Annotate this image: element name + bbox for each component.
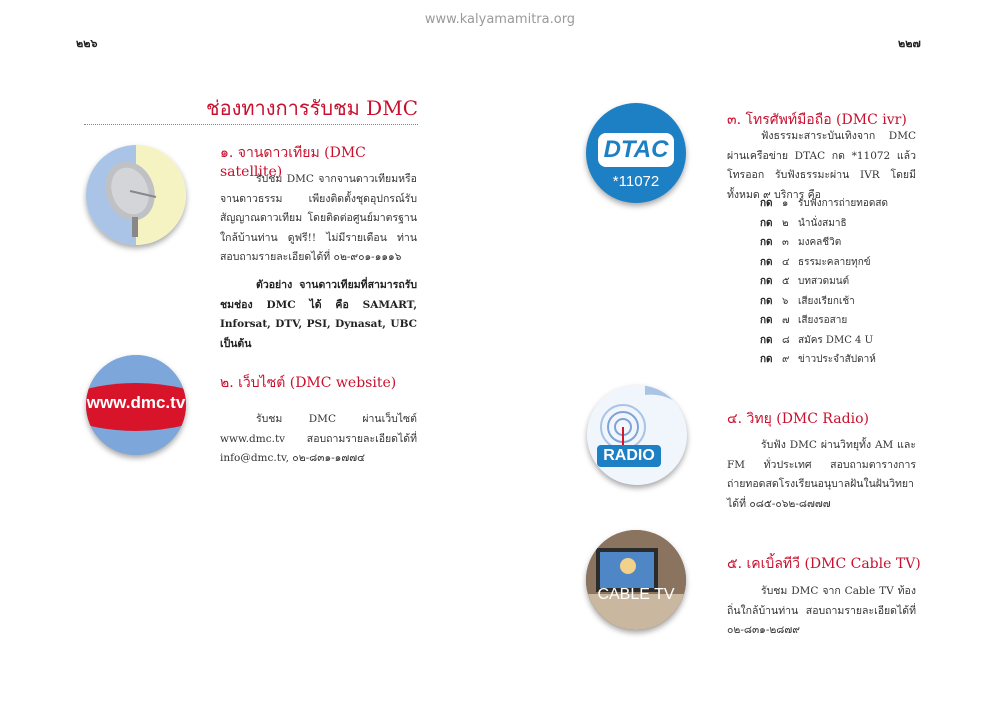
satellite-body: รับชม DMC จากจานดาวเทียมหรือจานดาวธรรม เพียงติดตั้งชุดอุปกรณ์รับสัญญาณดาวเทียม โดยติดต่อศูนย์มาตรฐานใกล้บ้านท่าน ดูฟรี!! ไม่มีรายเดือน ท่านสอบถามรายละเอียดได้ที่ ๐๒-๙๐๑-๑๑๑๖ bbox=[220, 173, 417, 263]
site-url: www.kalyamamitra.org bbox=[424, 12, 576, 27]
list-item: กด ๘ สมัคร DMC 4 U bbox=[760, 334, 873, 346]
mobile-body: ฟังธรรมะสาระบันเทิงจาก DMC ผ่านเครือข่าย DTAC กด *11072 แล้วโทรออก รับฟังธรรมะผ่าน IVR โดยมีทั้งหมด ๙ บริการ คือ bbox=[727, 130, 916, 201]
satellite-example: ตัวอย่าง จานดาวเทียมที่สามารถรับชมช่อง DMC ได้ คือ SAMART, Inforsat, DTV, PSI, Dynasat, UBC เป็นต้น bbox=[220, 279, 417, 350]
title-divider bbox=[84, 124, 418, 125]
section-heading-mobile: ๓. โทรศัพท์มือถือ (DMC ivr) bbox=[727, 112, 907, 128]
ivr-service-list bbox=[760, 194, 920, 370]
section-heading-website: ๒. เว็บไซต์ (DMC website) bbox=[220, 375, 397, 391]
list-item: กด ๕ บทสวดมนต์ bbox=[760, 276, 850, 287]
cable-tv-logo bbox=[586, 530, 686, 630]
list-item: กด ๖ เสียงเรียกเช้า bbox=[760, 295, 855, 307]
radio-logo-text: RADIO bbox=[603, 447, 655, 464]
cable-logo-text: CABLE TV bbox=[597, 586, 675, 603]
radio-body: รับฟัง DMC ผ่านวิทยุทั้ง AM และ FM ทั่วประเทศ สอบถามตารางการถ่ายทอดสดโรงเรียนอนุบาลฝันในฝันวิทยาได้ที่ ๐๘๕-๐๖๒-๘๗๗๗ bbox=[727, 439, 916, 510]
list-item: กด ๔ ธรรมะคลายทุกข์ bbox=[760, 256, 871, 268]
dmc-website-logo bbox=[86, 355, 186, 455]
radio-logo bbox=[587, 385, 687, 485]
section-heading-radio: ๔. วิทยุ (DMC Radio) bbox=[727, 411, 869, 427]
satellite-dish-image bbox=[86, 145, 186, 245]
website-logo-text: www.dmc.tv bbox=[86, 393, 186, 412]
dtac-brand-text: DTAC bbox=[603, 136, 669, 163]
list-item: กด ๑ รับฟังการถ่ายทอดสด bbox=[760, 198, 888, 209]
section-heading-cable: ๕. เคเบิ้ลทีวี (DMC Cable TV) bbox=[727, 556, 921, 572]
dtac-code-text: *11072 bbox=[612, 173, 660, 190]
website-body: รับชม DMC ผ่านเว็บไซต์ www.dmc.tv สอบถามรายละเอียดได้ที่ info@dmc.tv, ๐๒-๘๓๑-๑๗๗๔ bbox=[220, 413, 417, 464]
page-number-left: ๒๒๖ bbox=[76, 37, 98, 50]
section-heading-satellite: ๑. จานดาวเทียม (DMC satellite) bbox=[220, 145, 366, 180]
page-title: ช่องทางการรับชม DMC bbox=[206, 96, 418, 120]
page-number-right: ๒๒๗ bbox=[898, 37, 921, 50]
cable-body: รับชม DMC จาก Cable TV ท้องถิ่นใกล้บ้านท่าน สอบถามรายละเอียดได้ที่ ๐๒-๘๓๑-๒๘๗๙ bbox=[727, 585, 916, 636]
list-item: กด ๙ ข่าวประจำสัปดาห์ bbox=[760, 354, 876, 365]
list-item: กด ๓ มงคลชีวิต bbox=[760, 237, 842, 248]
list-item: กด ๗ เสียงรอสาย bbox=[760, 315, 848, 326]
list-item: กด ๒ นำนั่งสมาธิ bbox=[760, 217, 847, 229]
dtac-logo bbox=[586, 103, 686, 203]
